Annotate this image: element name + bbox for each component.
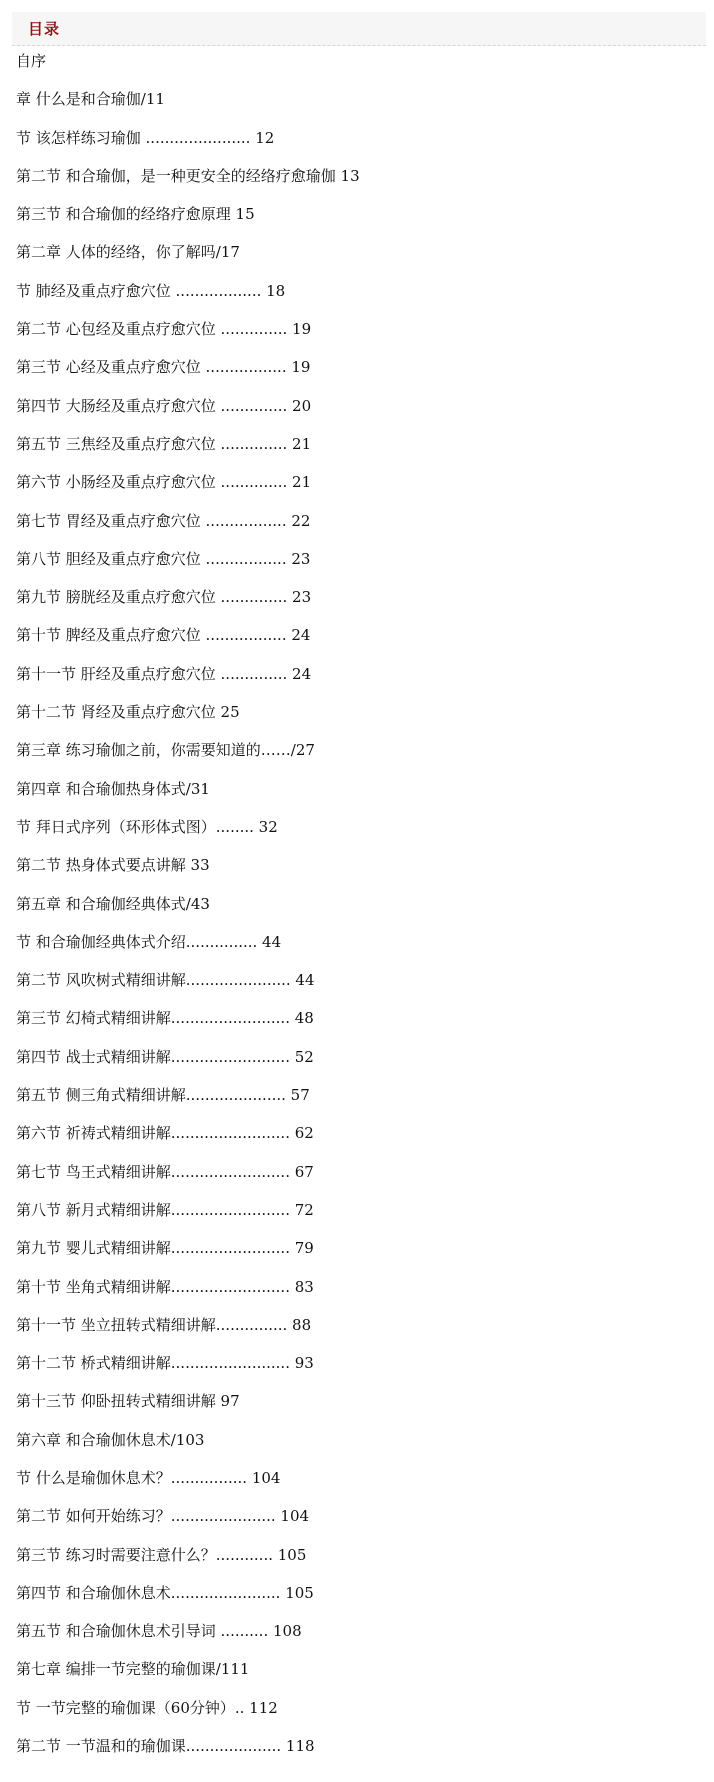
toc-item: 第六节 小肠经及重点疗愈穴位 .............. 21 (16, 473, 312, 492)
toc-item: 第十节 脾经及重点疗愈穴位 ................. 24 (16, 626, 311, 645)
toc-item: 第四节 和合瑜伽休息术....................... 105 (16, 1583, 314, 1602)
toc-item: 第九节 膀胱经及重点疗愈穴位 .............. 23 (16, 588, 312, 607)
toc-item: 章 什么是和合瑜伽/11 (16, 90, 165, 109)
toc-item: 节 拜日式序列（环形体式图）........ 32 (16, 817, 278, 836)
toc-item: 第七章 编排一节完整的瑜伽课/111 (16, 1660, 250, 1679)
toc-item: 节 什么是瑜伽休息术？................ 104 (16, 1468, 281, 1487)
toc-item: 第九节 婴儿式精细讲解......................... 79 (16, 1239, 314, 1258)
toc-item: 节 肺经及重点疗愈穴位 .................. 18 (16, 281, 286, 300)
toc-item: 第二章 人体的经络，你了解吗/17 (16, 243, 240, 262)
toc-item: 第二节 和合瑜伽，是一种更安全的经络疗愈瑜伽 13 (16, 166, 360, 185)
toc-item: 第十二节 桥式精细讲解......................... 93 (16, 1354, 314, 1373)
toc-item: 第五章 和合瑜伽经典体式/43 (16, 894, 210, 913)
toc-list (16, 46, 706, 1769)
toc-item: 第三节 练习时需要注意什么？............ 105 (16, 1545, 307, 1564)
toc-item: 自序 (16, 52, 47, 70)
toc-item: 第二节 热身体式要点讲解 33 (16, 856, 210, 875)
toc-item: 第五节 三焦经及重点疗愈穴位 .............. 21 (16, 434, 312, 453)
toc-item: 节 该怎样练习瑜伽 ...................... 12 (16, 128, 275, 147)
toc-item: 第七节 胃经及重点疗愈穴位 ................. 22 (16, 511, 311, 530)
toc-item: 第二节 心包经及重点疗愈穴位 .............. 19 (16, 320, 312, 339)
toc-item: 第二节 风吹树式精细讲解...................... 44 (16, 971, 315, 990)
toc-item: 第六章 和合瑜伽休息术/103 (16, 1430, 205, 1449)
toc-item: 节 一节完整的瑜伽课（60分钟）.. 112 (16, 1698, 278, 1717)
toc-item: 第三章 练习瑜伽之前，你需要知道的……/27 (16, 741, 315, 760)
toc-item: 第八节 胆经及重点疗愈穴位 ................. 23 (16, 549, 311, 568)
toc-item: 第六节 祈祷式精细讲解......................... 62 (16, 1124, 314, 1143)
toc-item: 第十二节 肾经及重点疗愈穴位 25 (16, 703, 240, 722)
toc-item: 第三节 心经及重点疗愈穴位 ................. 19 (16, 358, 311, 377)
toc-item: 第三节 幻椅式精细讲解......................... 48 (16, 1009, 314, 1028)
toc-item: 第五节 和合瑜伽休息术引导词 .......... 108 (16, 1622, 302, 1641)
toc-item: 节 和合瑜伽经典体式介绍............... 44 (16, 932, 282, 951)
toc-item: 第四节 战士式精细讲解......................... 52 (16, 1047, 314, 1066)
toc-item: 第四节 大肠经及重点疗愈穴位 .............. 20 (16, 396, 312, 415)
toc-item: 第二节 一节温和的瑜伽课.................... 118 (16, 1737, 315, 1756)
toc-item: 第十一节 肝经及重点疗愈穴位 .............. 24 (16, 664, 312, 683)
toc-item: 第四章 和合瑜伽热身体式/31 (16, 779, 210, 798)
toc-item: 第八节 新月式精细讲解......................... 72 (16, 1200, 314, 1219)
toc-item: 第二节 如何开始练习？...................... 104 (16, 1507, 310, 1526)
page-title: 目录 (28, 20, 61, 38)
toc-item: 第十节 坐角式精细讲解......................... 83 (16, 1277, 314, 1296)
toc-item: 第三节 和合瑜伽的经络疗愈原理 15 (16, 205, 255, 224)
toc-item: 第五节 侧三角式精细讲解..................... 57 (16, 1086, 310, 1105)
toc-header (12, 12, 706, 46)
toc-item: 第十一节 坐立扭转式精细讲解............... 88 (16, 1315, 312, 1334)
toc-item: 第十三节 仰卧扭转式精细讲解 97 (16, 1392, 240, 1411)
toc-item: 第七节 鸟王式精细讲解......................... 67 (16, 1162, 314, 1181)
